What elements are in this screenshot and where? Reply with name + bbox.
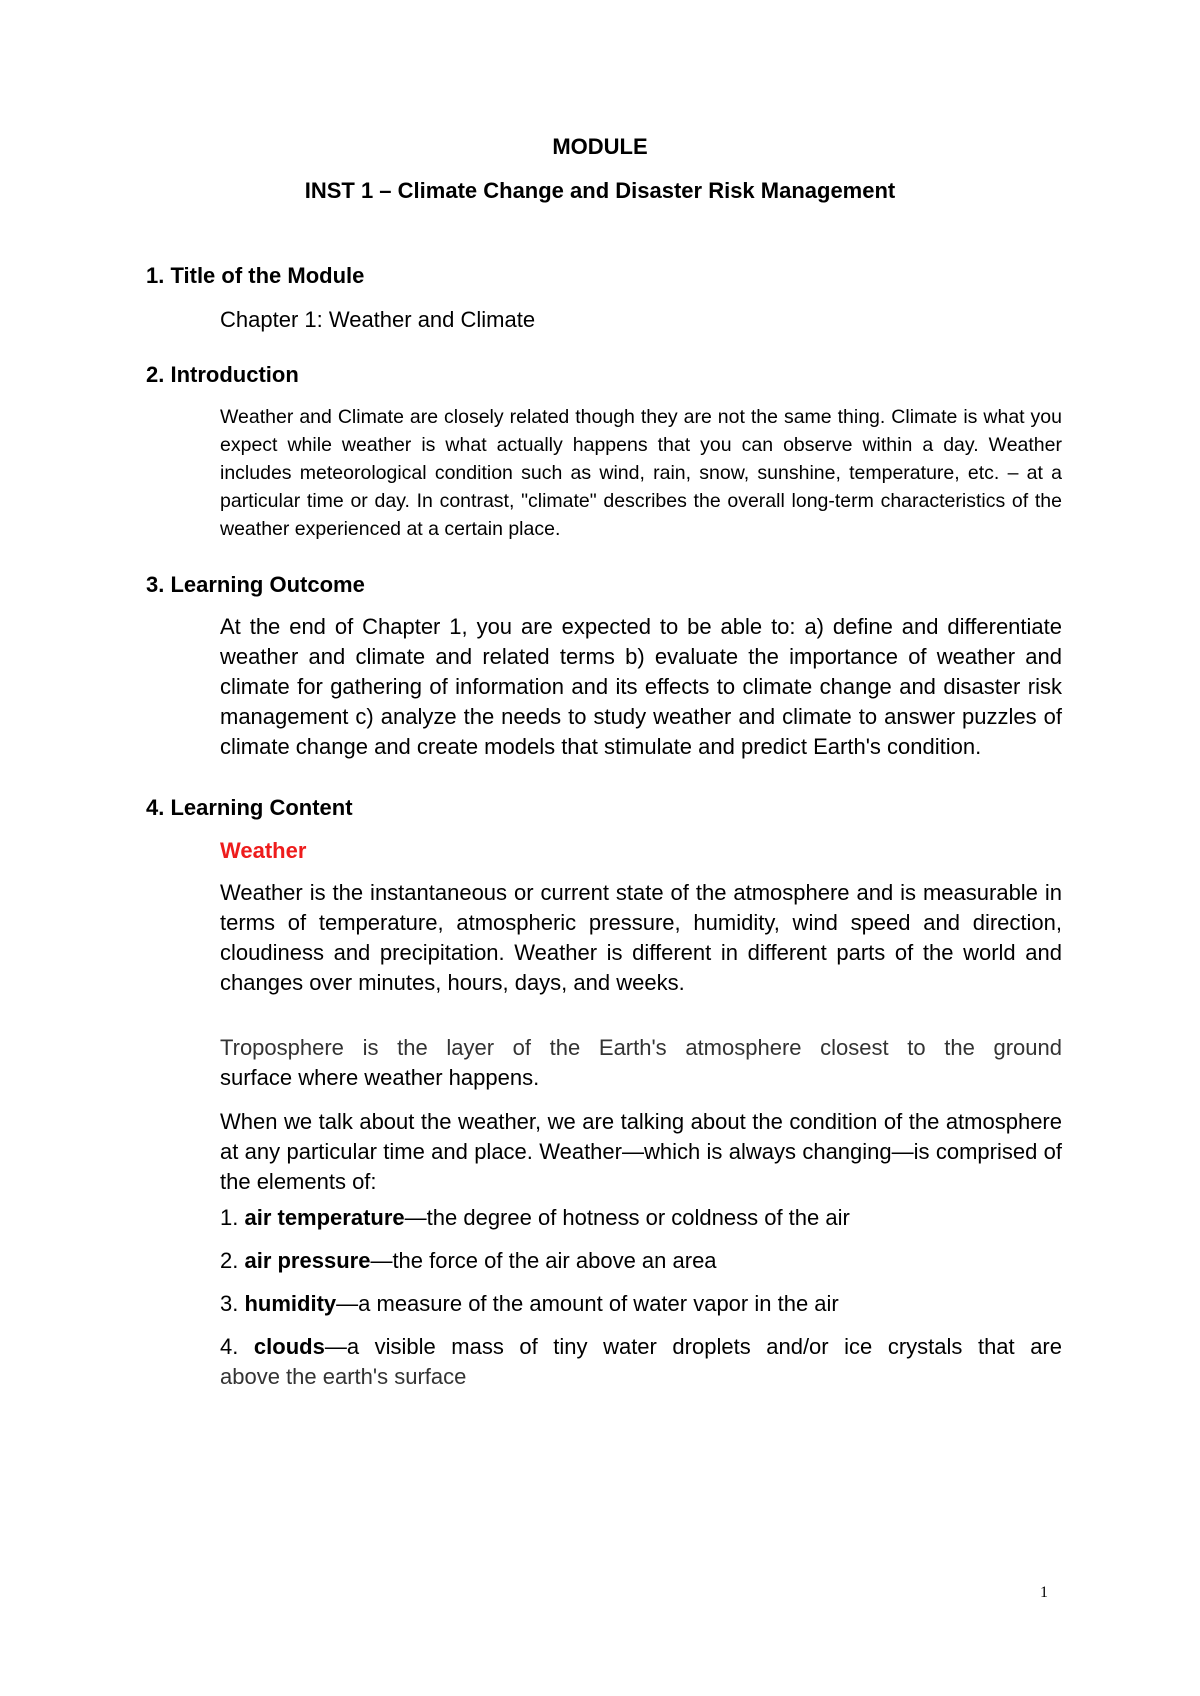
weather-subheading: Weather [220,838,307,863]
list-item-term: air temperature [244,1205,405,1230]
list-item-term: humidity [244,1291,337,1316]
troposphere-line-1: Troposphere is the layer of the Earth's atmosphere closest to the ground [220,1035,1062,1060]
weather-definition-paragraph: Weather is the instantaneous or current state of the atmosphere and is measurable in terms of temperature, atmospheric pressure, humidity, wind speed and direction, cloudiness and precipitation. Weather is different in different parts of the world and changes over minutes, hours, days, and weeks. [220,880,1062,995]
list-item [220,1246,1062,1276]
list-item-definition: —a visible mass of tiny water droplets and/or ice crystals that are [324,1334,1062,1359]
introduction-paragraph: Weather and Climate are closely related though they are not the same thing. Climate is what you expect while weather is what actually happens that you can observe within a day. Weather includes meteorological condition such as wind, rain, snow, sunshine, temperature, etc. – at a particular time or day. In contrast, "climate" describes the overall long-term characteristics of the weather experienced at a certain place. [220,406,1062,540]
list-item-number: 4. [220,1334,254,1359]
list-item [220,1289,1062,1319]
module-label: MODULE [552,134,648,159]
section-heading-learning-outcome: 3. Learning Outcome [146,572,365,597]
list-item-definition-continued: above the earth's surface [220,1364,467,1389]
weather-elements-intro-paragraph: When we talk about the weather, we are talking about the condition of the atmosphere at any particular time and place. Weather—which is always changing—is comprised of the elements of: [220,1109,1062,1194]
section-heading-introduction: 2. Introduction [146,362,299,387]
section-heading-title-of-module: 1. Title of the Module [146,263,365,288]
learning-outcome-paragraph: At the end of Chapter 1, you are expected to be able to: a) define and differentiate weather and climate and related terms b) evaluate the importance of weather and climate for gathering of information and its effects to climate change and disaster risk management c) analyze the needs to study weather and climate to answer puzzles of climate change and create models that stimulate and predict Earth's condition. [220,614,1062,759]
course-title: INST 1 – Climate Change and Disaster Risk Management [304,178,896,203]
page-number: 1 [1040,1584,1048,1601]
list-item-term: air pressure [244,1248,371,1273]
list-item-definition: —a measure of the amount of water vapor in the air [336,1291,839,1316]
list-item [220,1203,1062,1233]
list-item-number: 2. [220,1248,245,1273]
section-heading-learning-content: 4. Learning Content [146,795,353,820]
chapter-title: Chapter 1: Weather and Climate [220,307,536,332]
list-item-number: 3. [220,1291,245,1316]
list-item-number: 1. [220,1205,245,1230]
troposphere-line-2: surface where weather happens. [220,1065,540,1090]
list-item-definition: —the force of the air above an area [370,1248,717,1273]
list-item-definition: —the degree of hotness or coldness of the air [404,1205,850,1230]
list-item-term: clouds [253,1334,325,1359]
list-item [220,1332,1062,1362]
